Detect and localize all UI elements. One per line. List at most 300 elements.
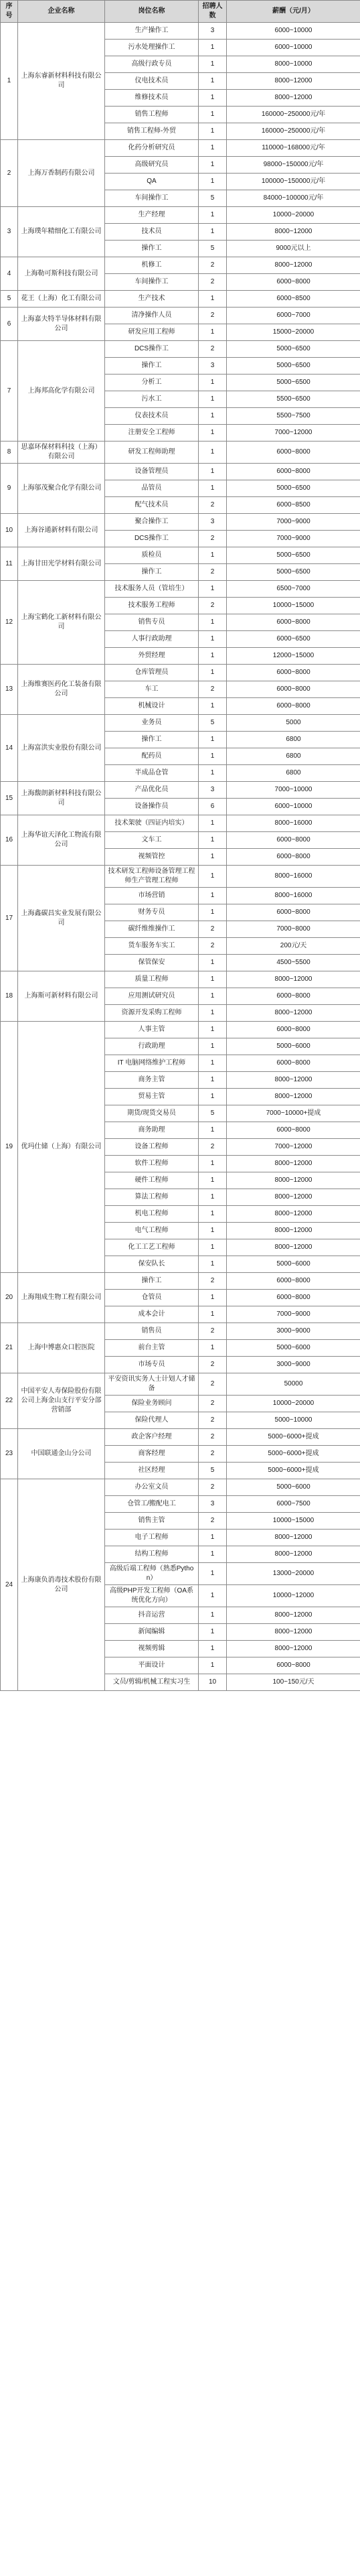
headcount: 2 (199, 1273, 227, 1290)
table-row (1, 308, 360, 324)
company-name: 中国联通金山分公司 (18, 1429, 105, 1479)
headcount: 1 (199, 866, 227, 888)
position-name: 生产操作工 (105, 23, 199, 40)
position-name: 污水处理操作工 (105, 40, 199, 56)
salary: 5000~6500 (227, 480, 360, 497)
company-index: 21 (1, 1323, 18, 1373)
position-name: 保安队长 (105, 1256, 199, 1273)
company-name: 中国平安人寿保险股份有限公司上海金山支行平安分部营销部 (18, 1373, 105, 1429)
table-row (1, 815, 360, 832)
salary: 6000~8000 (227, 988, 360, 1005)
company-index: 3 (1, 207, 18, 257)
position-name: 办公室文员 (105, 1479, 199, 1496)
salary: 5000~6000+提成 (227, 1446, 360, 1463)
position-name: 半成品仓管 (105, 765, 199, 782)
company-name: 上海鑫碳昌实业发展有限公司 (18, 866, 105, 971)
headcount: 5 (199, 1105, 227, 1122)
headcount: 1 (199, 90, 227, 107)
salary: 6000~8000 (227, 681, 360, 698)
position-name: DCS操作工 (105, 341, 199, 358)
position-name: 销售专员 (105, 614, 199, 631)
position-name: 销售工程师 (105, 107, 199, 123)
position-name: 分析工 (105, 375, 199, 391)
salary: 8000~12000 (227, 1089, 360, 1105)
salary: 10000~15000 (227, 598, 360, 614)
headcount: 2 (199, 308, 227, 324)
salary: 7000~12000 (227, 425, 360, 442)
position-name: 市场营销 (105, 888, 199, 904)
salary: 6000~8000 (227, 1022, 360, 1038)
company-name: 花王（上海）化工有限公司 (18, 291, 105, 308)
salary: 6000~8000 (227, 442, 360, 464)
position-name: 外贸经理 (105, 648, 199, 665)
position-name: 设备操作员 (105, 799, 199, 815)
table-row (1, 23, 360, 40)
position-name: 资源开发采购工程师 (105, 1005, 199, 1022)
salary: 8000~12000 (227, 971, 360, 988)
headcount: 1 (199, 1607, 227, 1624)
headcount: 2 (199, 1323, 227, 1340)
position-name: 设备管理员 (105, 464, 199, 480)
position-name: 高级后端工程师（熟悉Python） (105, 1563, 199, 1585)
position-name: QA (105, 174, 199, 190)
headcount: 1 (199, 1223, 227, 1239)
position-name: 贸易主管 (105, 1089, 199, 1105)
headcount: 1 (199, 480, 227, 497)
position-name: 生产经理 (105, 207, 199, 224)
salary: 5000~6500 (227, 375, 360, 391)
table-row (1, 1373, 360, 1396)
headcount: 2 (199, 1479, 227, 1496)
salary: 6000~8000 (227, 1122, 360, 1139)
headcount: 3 (199, 782, 227, 799)
salary: 8000~12000 (227, 257, 360, 274)
salary: 84000~100000元/年 (227, 190, 360, 207)
salary: 8000~12000 (227, 73, 360, 90)
headcount: 2 (199, 598, 227, 614)
headcount: 10 (199, 1674, 227, 1691)
salary: 8000~12000 (227, 1156, 360, 1172)
position-name: 操作工 (105, 1273, 199, 1290)
salary: 8000~12000 (227, 1223, 360, 1239)
headcount: 2 (199, 1513, 227, 1530)
salary: 6000~8000 (227, 849, 360, 866)
company-name: 上海勒可斯科技有限公司 (18, 257, 105, 291)
salary: 13000~20000 (227, 1563, 360, 1585)
salary: 200元/天 (227, 938, 360, 955)
salary: 10000~20000 (227, 1396, 360, 1412)
salary: 8000~12000 (227, 1239, 360, 1256)
position-name: 销售员 (105, 1323, 199, 1340)
salary: 6000~8000 (227, 464, 360, 480)
company-index: 9 (1, 464, 18, 514)
headcount: 1 (199, 1038, 227, 1055)
table-row (1, 782, 360, 799)
headcount: 2 (199, 531, 227, 547)
position-name: 仪表技术员 (105, 408, 199, 425)
position-name: 生产技术 (105, 291, 199, 308)
position-name: 文员/剪辑/机械工程实习生 (105, 1674, 199, 1691)
position-name: 维修技术员 (105, 90, 199, 107)
company-index: 5 (1, 291, 18, 308)
headcount: 5 (199, 715, 227, 732)
table-row (1, 1323, 360, 1340)
position-name: 销售工程师-外贸 (105, 123, 199, 140)
table-row (1, 715, 360, 732)
salary: 100~150元/天 (227, 1674, 360, 1691)
position-name: 文车工 (105, 832, 199, 849)
headcount: 1 (199, 207, 227, 224)
headcount: 1 (199, 1256, 227, 1273)
headcount: 3 (199, 23, 227, 40)
company-index: 13 (1, 665, 18, 715)
position-name: 高级研究员 (105, 157, 199, 174)
position-name: 操作工 (105, 732, 199, 748)
headcount: 2 (199, 1396, 227, 1412)
salary: 5000~6000+提成 (227, 1463, 360, 1479)
salary: 7000~8000 (227, 921, 360, 938)
company-name: 上海邦高化学有限公司 (18, 341, 105, 442)
headcount: 1 (199, 748, 227, 765)
salary: 98000~150000元/年 (227, 157, 360, 174)
headcount: 1 (199, 1624, 227, 1641)
headcount: 3 (199, 358, 227, 375)
headcount: 2 (199, 274, 227, 291)
company-name: 上海康负消毒技术股份有限公司 (18, 1479, 105, 1691)
salary: 7000~9000 (227, 514, 360, 531)
headcount: 2 (199, 1412, 227, 1429)
company-index: 14 (1, 715, 18, 782)
salary: 6000~10000 (227, 23, 360, 40)
headcount: 1 (199, 107, 227, 123)
table-row (1, 581, 360, 598)
salary: 6800 (227, 748, 360, 765)
position-name: 机械设计 (105, 698, 199, 715)
headcount: 1 (199, 581, 227, 598)
position-name: 业务员 (105, 715, 199, 732)
position-name: 质检员 (105, 547, 199, 564)
position-name: 商客经理 (105, 1446, 199, 1463)
table-row (1, 971, 360, 988)
headcount: 1 (199, 765, 227, 782)
salary: 15000~20000 (227, 324, 360, 341)
position-name: 技术员 (105, 224, 199, 241)
headcount: 2 (199, 1446, 227, 1463)
position-name: 平面设计 (105, 1657, 199, 1674)
headcount: 5 (199, 241, 227, 257)
company-name: 上海嘉夫特半导体材料有限公司 (18, 308, 105, 341)
table-row (1, 665, 360, 681)
salary: 5500~7500 (227, 408, 360, 425)
headcount: 1 (199, 547, 227, 564)
headcount: 1 (199, 1563, 227, 1585)
position-name: 期货/现货交易员 (105, 1105, 199, 1122)
headcount: 1 (199, 888, 227, 904)
headcount: 2 (199, 1357, 227, 1373)
headcount: 1 (199, 1306, 227, 1323)
headcount: 1 (199, 988, 227, 1005)
salary: 6000~8500 (227, 291, 360, 308)
salary: 10000~15000 (227, 1513, 360, 1530)
position-name: 高级PHP开发工程师（OA系统优化方向） (105, 1585, 199, 1607)
headcount: 1 (199, 614, 227, 631)
company-index: 23 (1, 1429, 18, 1479)
salary: 8000~16000 (227, 888, 360, 904)
headcount: 2 (199, 1139, 227, 1156)
headcount: 1 (199, 1206, 227, 1223)
headcount: 1 (199, 291, 227, 308)
headcount: 1 (199, 375, 227, 391)
position-name: 人事行政助理 (105, 631, 199, 648)
header-index: 序号 (1, 1, 18, 23)
headcount: 1 (199, 1340, 227, 1357)
salary: 6000~8000 (227, 1273, 360, 1290)
headcount: 1 (199, 971, 227, 988)
position-name: 技术架驶（四证内培实） (105, 815, 199, 832)
position-name: 化工工艺工程师 (105, 1239, 199, 1256)
salary: 10000~12000 (227, 1585, 360, 1607)
position-name: 配药员 (105, 748, 199, 765)
position-name: 车工 (105, 681, 199, 698)
table-row (1, 1429, 360, 1446)
position-name: 清净操作人员 (105, 308, 199, 324)
table-row (1, 1273, 360, 1290)
position-name: 碳纤维维操作工 (105, 921, 199, 938)
salary: 8000~12000 (227, 1206, 360, 1223)
salary: 5000~10000 (227, 1412, 360, 1429)
position-name: 电子工程师 (105, 1530, 199, 1546)
salary: 4500~5500 (227, 955, 360, 971)
position-name: 前台主管 (105, 1340, 199, 1357)
company-name: 上海宝鹤化工新材料有限公司 (18, 581, 105, 665)
salary: 5000~6000 (227, 1038, 360, 1055)
company-name: 上海甘田光学材料有限公司 (18, 547, 105, 581)
position-name: 人事主管 (105, 1022, 199, 1038)
position-name: 电气工程师 (105, 1223, 199, 1239)
headcount: 1 (199, 1530, 227, 1546)
company-index: 22 (1, 1373, 18, 1429)
headcount: 1 (199, 464, 227, 480)
salary: 5000~6500 (227, 547, 360, 564)
headcount: 1 (199, 140, 227, 157)
position-name: 产品优化员 (105, 782, 199, 799)
headcount: 1 (199, 1005, 227, 1022)
headcount: 2 (199, 681, 227, 698)
headcount: 1 (199, 631, 227, 648)
position-name: DCS操作工 (105, 531, 199, 547)
company-index: 15 (1, 782, 18, 815)
headcount: 1 (199, 1156, 227, 1172)
headcount: 1 (199, 732, 227, 748)
salary: 6000~8000 (227, 698, 360, 715)
position-name: 仓库管理员 (105, 665, 199, 681)
company-index: 16 (1, 815, 18, 866)
company-name: 上海东睿新材料科技有限公司 (18, 23, 105, 140)
headcount: 1 (199, 849, 227, 866)
headcount: 1 (199, 648, 227, 665)
company-name: 上海谷通新材料有限公司 (18, 514, 105, 547)
headcount: 1 (199, 1055, 227, 1072)
headcount: 1 (199, 904, 227, 921)
headcount: 1 (199, 391, 227, 408)
salary: 5000 (227, 715, 360, 732)
position-name: 机修工 (105, 257, 199, 274)
salary: 8000~16000 (227, 815, 360, 832)
headcount: 2 (199, 1373, 227, 1396)
table-row (1, 547, 360, 564)
headcount: 2 (199, 564, 227, 581)
salary: 7000~10000+提成 (227, 1105, 360, 1122)
headcount: 2 (199, 341, 227, 358)
salary: 6000~8500 (227, 497, 360, 514)
headcount: 1 (199, 408, 227, 425)
header-company: 企业名称 (18, 1, 105, 23)
position-name: 货车服务车实工 (105, 938, 199, 955)
salary: 6000~8000 (227, 665, 360, 681)
salary: 7000~9000 (227, 531, 360, 547)
headcount: 1 (199, 832, 227, 849)
salary: 6000~10000 (227, 40, 360, 56)
salary: 5000~6000 (227, 1256, 360, 1273)
headcount: 1 (199, 324, 227, 341)
headcount: 1 (199, 56, 227, 73)
position-name: 财务专员 (105, 904, 199, 921)
headcount: 1 (199, 224, 227, 241)
position-name: 高级行政专员 (105, 56, 199, 73)
table-body (1, 23, 360, 1691)
salary: 6000~8000 (227, 1290, 360, 1306)
salary: 6800 (227, 765, 360, 782)
table-header (1, 1, 360, 23)
salary: 8000~12000 (227, 1189, 360, 1206)
headcount: 5 (199, 190, 227, 207)
position-name: 销售主管 (105, 1513, 199, 1530)
salary: 6500~7000 (227, 581, 360, 598)
salary: 6000~10000 (227, 799, 360, 815)
headcount: 6 (199, 799, 227, 815)
company-name: 上海富洪实业股份有限公司 (18, 715, 105, 782)
headcount: 2 (199, 938, 227, 955)
table-row (1, 866, 360, 888)
position-name: 保险代理人 (105, 1412, 199, 1429)
headcount: 2 (199, 921, 227, 938)
headcount: 1 (199, 955, 227, 971)
salary: 6000~8000 (227, 1657, 360, 1674)
headcount: 2 (199, 497, 227, 514)
salary: 6000~7500 (227, 1496, 360, 1513)
company-name: 上海璞年精细化工有限公司 (18, 207, 105, 257)
headcount: 1 (199, 1239, 227, 1256)
salary: 8000~10000 (227, 56, 360, 73)
salary: 8000~12000 (227, 1005, 360, 1022)
company-index: 7 (1, 341, 18, 442)
position-name: 技术服务人员（管培生） (105, 581, 199, 598)
salary: 5500~6500 (227, 391, 360, 408)
position-name: 仪电技术员 (105, 73, 199, 90)
headcount: 1 (199, 815, 227, 832)
position-name: 保险业务顾问 (105, 1396, 199, 1412)
position-name: 化药分析研究员 (105, 140, 199, 157)
company-name: 上海维赛医药化工装备有限公司 (18, 665, 105, 715)
salary: 5000~6500 (227, 358, 360, 375)
position-name: 仓管员 (105, 1290, 199, 1306)
salary: 100000~150000元/年 (227, 174, 360, 190)
salary: 110000~168000元/年 (227, 140, 360, 157)
position-name: 抖音运营 (105, 1607, 199, 1624)
salary: 160000~250000元/年 (227, 123, 360, 140)
salary: 3000~9000 (227, 1357, 360, 1373)
headcount: 1 (199, 174, 227, 190)
salary: 6000~8000 (227, 904, 360, 921)
company-index: 24 (1, 1479, 18, 1691)
salary: 6000~8000 (227, 832, 360, 849)
salary: 6000~6500 (227, 631, 360, 648)
table-row (1, 291, 360, 308)
table-row (1, 1022, 360, 1038)
headcount: 5 (199, 1463, 227, 1479)
headcount: 1 (199, 40, 227, 56)
company-name: 上海中博惠众口腔医院 (18, 1323, 105, 1373)
position-name: 研发工程师助理 (105, 442, 199, 464)
position-name: 市场专员 (105, 1357, 199, 1373)
position-name: 质量工程师 (105, 971, 199, 988)
headcount: 1 (199, 1072, 227, 1089)
headcount: 1 (199, 425, 227, 442)
position-name: 操作工 (105, 241, 199, 257)
position-name: 注册安全工程师 (105, 425, 199, 442)
company-index: 19 (1, 1022, 18, 1273)
position-name: 设备工程师 (105, 1139, 199, 1156)
header-salary: 薪酬（元/月） (227, 1, 360, 23)
company-name: 上海馥朗新材料科技有限公司 (18, 782, 105, 815)
headcount: 1 (199, 1172, 227, 1189)
position-name: 平安资讯实务人士计划人才储备 (105, 1373, 199, 1396)
header-count: 招聘人数 (199, 1, 227, 23)
table-row (1, 257, 360, 274)
company-index: 1 (1, 23, 18, 140)
salary: 5000~6500 (227, 564, 360, 581)
salary: 8000~12000 (227, 1072, 360, 1089)
company-name: 上海邬茂聚合化学有限公司 (18, 464, 105, 514)
headcount: 2 (199, 257, 227, 274)
position-name: 品管员 (105, 480, 199, 497)
salary: 8000~12000 (227, 1530, 360, 1546)
header-position: 岗位名称 (105, 1, 199, 23)
position-name: 仓管工/搬配电工 (105, 1496, 199, 1513)
salary: 5000~6000 (227, 1340, 360, 1357)
headcount: 1 (199, 1122, 227, 1139)
position-name: 操作工 (105, 564, 199, 581)
company-index: 10 (1, 514, 18, 547)
headcount: 3 (199, 1496, 227, 1513)
salary: 7000~12000 (227, 1139, 360, 1156)
headcount: 1 (199, 1641, 227, 1657)
company-index: 17 (1, 866, 18, 971)
position-name: 视频管控 (105, 849, 199, 866)
salary: 8000~12000 (227, 224, 360, 241)
salary: 5000~6500 (227, 341, 360, 358)
position-name: 成本会计 (105, 1306, 199, 1323)
table-row (1, 341, 360, 358)
position-name: 机电工程师 (105, 1206, 199, 1223)
salary: 8000~12000 (227, 1172, 360, 1189)
salary: 50000 (227, 1373, 360, 1396)
table-row (1, 514, 360, 531)
company-name: 上海翔成生物工程有限公司 (18, 1273, 105, 1323)
headcount: 1 (199, 1546, 227, 1563)
salary: 5000~6000 (227, 1479, 360, 1496)
table-row (1, 1479, 360, 1496)
